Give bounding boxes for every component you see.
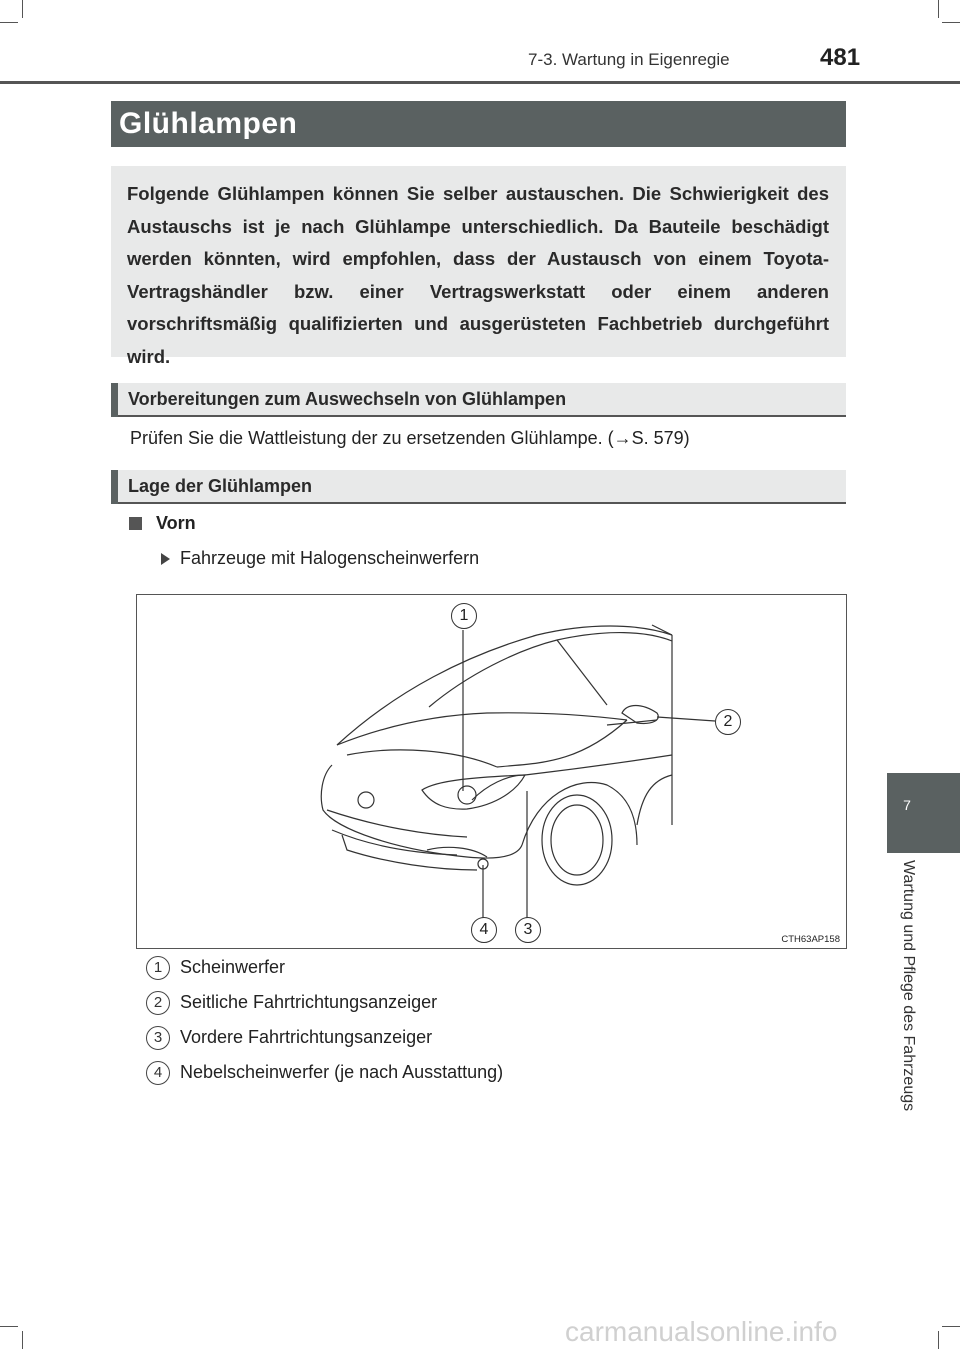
- callout-2: 2: [715, 709, 741, 735]
- header-section-title: 7-3. Wartung in Eigenregie: [528, 50, 730, 69]
- legend-label: Vordere Fahrtrichtungsanzeiger: [180, 1027, 433, 1047]
- section-heading-text: Lage der Glühlampen: [128, 476, 313, 496]
- chapter-label-text: Wartung und Pflege des Fahrzeugs: [900, 860, 917, 1112]
- crop-mark: [938, 1331, 939, 1349]
- page-title-bar: [111, 101, 846, 147]
- section-heading-text: Vorbereitungen zum Auswechseln von Glühlampen: [128, 389, 567, 409]
- crop-mark: [0, 1326, 18, 1327]
- chapter-label-vertical: [897, 860, 917, 1150]
- crop-mark: [942, 22, 960, 23]
- watermark: carmanualsonline.info: [565, 1316, 838, 1347]
- subheading-front: Vorn: [156, 513, 196, 533]
- callout-3: 3: [515, 917, 541, 943]
- legend-number: 2: [146, 991, 170, 1015]
- legend-label: Nebelscheinwerfer (je nach Ausstattung): [180, 1062, 504, 1082]
- preparation-text: Prüfen Sie die Wattleistung der zu ersetzenden Glühlampe. (→S. 579): [130, 428, 690, 448]
- page-number: 481: [820, 44, 861, 71]
- intro-box: [111, 166, 846, 367]
- legend-label: Scheinwerfer: [180, 957, 286, 977]
- crop-mark: [22, 1331, 23, 1349]
- intro-text: Folgende Glühlampen können Sie selber austauschen. Die Schwierigkeit des Austauschs ist je nach Glühlampe unterschiedlich. Da Bauteile beschädigt werden könnten, wird empfohlen, dass der Austausch von einem Toyota-Vertragshändler bzw. einer Vertragswerkstatt oder einem anderen vorschriftsmäßig qualifizierten und ausgerüsteten Fachbetrieb durchgeführt wird.: [127, 183, 829, 367]
- page-title: Glühlampen: [119, 107, 298, 140]
- chapter-tab[interactable]: [887, 773, 960, 853]
- triangle-bullet-icon: [161, 553, 170, 565]
- variant-label: Fahrzeuge mit Halogenscheinwerfern: [180, 548, 480, 568]
- legend-number: 1: [146, 956, 170, 980]
- callout-1: 1: [451, 603, 477, 629]
- section-heading-preparation: [111, 383, 846, 417]
- crop-mark: [938, 0, 939, 18]
- section-heading-bar: [111, 470, 118, 504]
- section-heading-location: [111, 470, 846, 504]
- chapter-number: 7: [903, 797, 911, 813]
- legend-number: 4: [146, 1061, 170, 1085]
- legend-label: Seitliche Fahrtrichtungsanzeiger: [180, 992, 438, 1012]
- legend-number: 3: [146, 1026, 170, 1050]
- figure-code: CTH63AP158: [781, 934, 840, 945]
- crop-mark: [0, 22, 18, 23]
- crop-mark: [22, 0, 23, 18]
- callout-4: 4: [471, 917, 497, 943]
- header-divider: [0, 81, 960, 84]
- car-front-illustration: [136, 594, 847, 949]
- car-drawing: [137, 595, 846, 948]
- square-bullet-icon: [129, 517, 142, 530]
- section-heading-bar: [111, 383, 118, 417]
- crop-mark: [942, 1326, 960, 1327]
